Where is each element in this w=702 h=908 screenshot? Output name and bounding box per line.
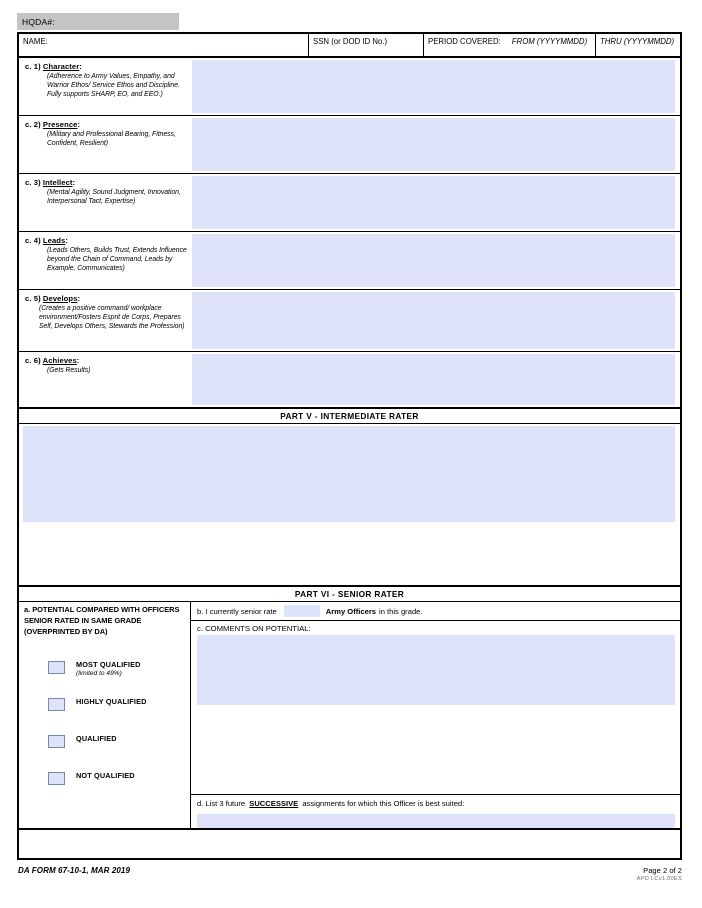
attribute-label-presence <box>19 116 191 173</box>
comments-spacer <box>191 705 680 794</box>
attribute-row-presence <box>19 116 680 174</box>
qualification-label: HIGHLY QUALIFIED <box>76 696 147 706</box>
senior-rater-column <box>191 602 680 828</box>
footer-right-block <box>637 866 682 882</box>
qualification-label: MOST QUALIFIED <box>76 659 141 669</box>
checkbox-most-qualified[interactable] <box>48 661 65 674</box>
senior-rate-suffix-label: in this grade. <box>379 606 423 616</box>
attribute-prefix: c. 2) <box>25 120 41 129</box>
attribute-description: (Leads Others, Builds Trust, Extends Influence beyond the Chain of Command, Leads by Example, Communicates) <box>47 247 187 273</box>
hqda-label: HQDA#: <box>22 16 55 27</box>
part-v-comments-input[interactable] <box>23 426 675 522</box>
qualification-text <box>76 771 135 780</box>
period-from-label: FROM (YYYYMMDD) <box>511 37 588 46</box>
comments-on-potential-input[interactable] <box>197 635 675 705</box>
part-vi-body <box>19 602 680 830</box>
checkbox-not-qualified[interactable] <box>48 772 65 785</box>
attribute-description: (Gets Results) <box>47 367 91 374</box>
qualification-label: QUALIFIED <box>76 733 117 743</box>
successive-prefix-label: d. List 3 future <box>197 799 246 808</box>
attribute-description: (Mental Agility, Sound Judgment, Innovation, Interpersonal Tact, Expertise) <box>47 189 181 206</box>
attribute-name: Presence <box>42 120 78 129</box>
page-number: Page 2 of 2 <box>643 866 682 875</box>
comments-on-potential-label: c. COMMENTS ON POTENTIAL: <box>197 624 311 633</box>
senior-rate-count-row <box>191 602 680 621</box>
potential-heading: a. POTENTIAL COMPARED WITH OFFICERS SENIOR RATED IN SAME GRADE (OVERPRINTED BY DA) <box>24 605 180 636</box>
qualification-list <box>24 660 186 808</box>
attribute-name: Intellect <box>42 178 73 187</box>
qualification-text <box>76 697 147 706</box>
attribute-title-intellect: c. 3) Intellect: <box>25 178 76 187</box>
attribute-prefix: c. 5) <box>25 294 41 303</box>
ssn-field[interactable] <box>309 34 424 56</box>
period-thru-label: THRU (YYYYMMDD) <box>600 37 675 46</box>
attribute-row-intellect <box>19 174 680 232</box>
qualification-option-most-qualified[interactable] <box>24 660 186 697</box>
attribute-input-character[interactable] <box>192 60 675 113</box>
hqda-number-field[interactable] <box>17 13 179 30</box>
attribute-prefix: c. 4) <box>25 236 41 245</box>
attribute-title-leads: c. 4) Leads: <box>25 236 69 245</box>
attribute-description: (Creates a positive command/ workplace environment/Fosters Esprit de Corps, Prepares Self, Develops Others, Stewards the Profession) <box>39 305 185 331</box>
form-frame <box>17 32 682 860</box>
identification-row <box>19 34 680 58</box>
attribute-title-achieves: c. 6) Achieves: <box>25 356 80 365</box>
attribute-prefix: c. 1) <box>25 62 41 71</box>
attribute-prefix: c. 3) <box>25 178 41 187</box>
apd-revision-label: APD LCv1.00ES <box>636 876 682 882</box>
qualification-sublabel: (limited to 49%) <box>76 669 122 677</box>
qualification-option-not-qualified[interactable] <box>24 771 186 808</box>
form-identifier: DA FORM 67-10-1, MAR 2019 <box>18 866 131 875</box>
successive-assignments-input[interactable] <box>197 814 675 828</box>
attribute-input-develops[interactable] <box>192 292 675 349</box>
qualification-text <box>76 660 141 677</box>
checkbox-qualified[interactable] <box>48 735 65 748</box>
qualification-text <box>76 734 117 743</box>
attribute-input-presence[interactable] <box>192 118 675 171</box>
senior-rate-count-input[interactable] <box>284 605 320 617</box>
attribute-prefix: c. 6) <box>25 356 41 365</box>
attribute-label-achieves <box>19 352 191 407</box>
successive-suffix-label: assignments for which this Officer is best suited: <box>302 799 465 808</box>
attribute-label-character <box>19 58 191 115</box>
name-field[interactable] <box>19 34 309 56</box>
qualification-option-highly-qualified[interactable] <box>24 697 186 734</box>
attribute-label-intellect <box>19 174 191 231</box>
army-officers-label: Army Officers <box>325 606 377 616</box>
successive-emphasis-label: SUCCESSIVE <box>249 799 299 808</box>
period-covered-from-field[interactable] <box>424 34 596 56</box>
qualification-label: NOT QUALIFIED <box>76 770 135 780</box>
attribute-title-presence: c. 2) Presence: <box>25 120 81 129</box>
attribute-label-develops <box>19 290 191 351</box>
part-vi-title: PART VI - SENIOR RATER <box>19 587 680 602</box>
attribute-name: Leads <box>42 236 66 245</box>
attribute-description: (Adherence to Army Values, Empathy, and Warrior Ethos/ Service Ethos and Discipline. Fully supports SHARP, EO, and EEO.) <box>47 73 180 99</box>
attribute-input-leads[interactable] <box>192 234 675 287</box>
attribute-name: Develops <box>42 294 78 303</box>
name-label: NAME: <box>23 37 48 46</box>
part-v-body <box>19 424 680 587</box>
attribute-input-achieves[interactable] <box>192 354 675 405</box>
attribute-row-character <box>19 58 680 116</box>
attribute-title-character: c. 1) Character: <box>25 62 82 71</box>
period-covered-label: PERIOD COVERED: <box>428 37 501 46</box>
attribute-name: Achieves <box>42 356 77 365</box>
attribute-label-leads <box>19 232 191 289</box>
potential-column <box>19 602 191 828</box>
attribute-name: Character <box>42 62 80 71</box>
part-v-title: PART V - INTERMEDIATE RATER <box>19 409 680 424</box>
successive-assignments-label-row <box>191 794 680 811</box>
attribute-row-leads <box>19 232 680 290</box>
senior-rate-prefix-label: b. I currently senior rate <box>197 606 277 616</box>
attribute-row-achieves <box>19 352 680 409</box>
attribute-title-develops: c. 5) Develops: <box>25 294 81 303</box>
ssn-label: SSN (or DOD ID No.) <box>313 37 388 46</box>
checkbox-highly-qualified[interactable] <box>48 698 65 711</box>
attribute-input-intellect[interactable] <box>192 176 675 229</box>
attribute-row-develops <box>19 290 680 352</box>
period-covered-thru-field[interactable] <box>596 34 680 56</box>
qualification-option-qualified[interactable] <box>24 734 186 771</box>
attribute-description: (Military and Professional Bearing, Fitness, Confident, Resilient) <box>47 131 176 148</box>
